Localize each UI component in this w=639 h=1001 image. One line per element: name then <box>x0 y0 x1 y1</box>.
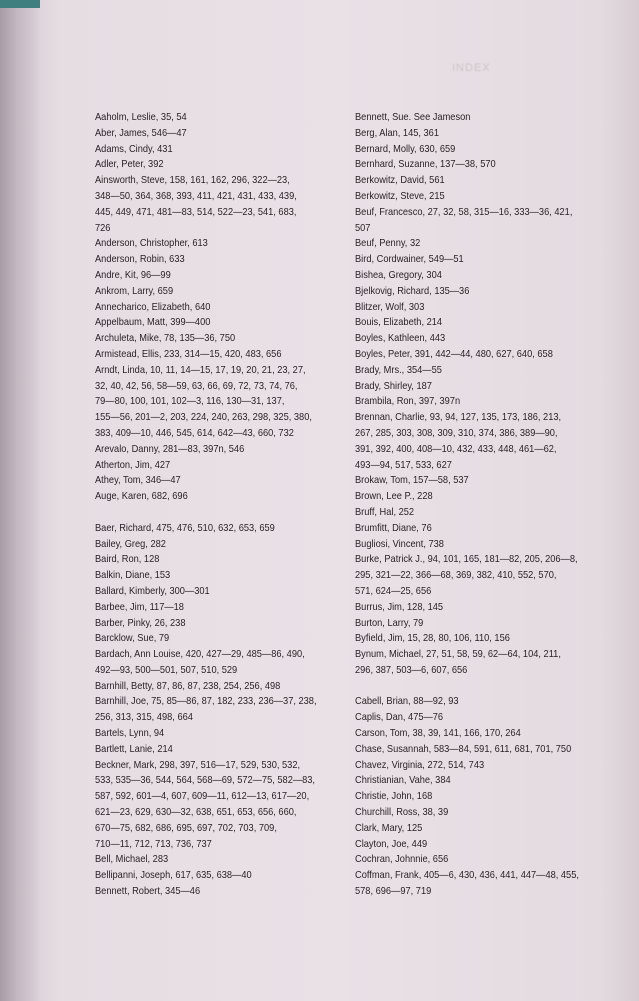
index-entry-line: Churchill, Ross, 38, 39 <box>355 807 449 819</box>
index-entry-line: Caplis, Dan, 475—76 <box>355 712 444 724</box>
index-entry-line: 155—56, 201—2, 203, 224, 240, 263, 298, 325, 380, <box>95 412 312 424</box>
book-spine-shadow <box>0 0 40 1001</box>
index-entry-line: Berkowitz, David, 561 <box>355 175 445 187</box>
index-entry-line: Cabell, Brian, 88—92, 93 <box>355 696 459 708</box>
index-entry-line: Bennett, Sue. See Jameson <box>355 112 471 123</box>
index-entry-line: Bell, Michael, 283 <box>95 854 169 866</box>
index-entry-line: Bynum, Michael, 27, 51, 58, 59, 62—64, 104, 211, <box>355 649 561 661</box>
running-head: INDEX <box>452 62 491 74</box>
index-entry-line: Chase, Susannah, 583—84, 591, 611, 681, 701, 750 <box>355 743 572 755</box>
index-entry-line: 391, 392, 400, 408—10, 432, 433, 448, 461—62, <box>355 443 557 455</box>
index-entry-line: Baer, Richard, 475, 476, 510, 632, 653, 659 <box>95 522 275 534</box>
index-entry-line: Barnhill, Joe, 75, 85—86, 87, 182, 233, 236—37, 238, <box>95 696 317 708</box>
index-entry-line: Boyles, Peter, 391, 442—44, 480, 627, 640, 658 <box>355 348 553 360</box>
index-entry-line: 578, 696—97, 719 <box>355 886 432 898</box>
index-entry-line: Beuf, Francesco, 27, 32, 58, 315—16, 333—36, 421, <box>355 206 573 218</box>
index-entry-line: Byfield, Jim, 15, 28, 80, 106, 110, 156 <box>355 633 510 645</box>
index-entry-line: 571, 624—25, 656 <box>355 585 432 597</box>
index-entry-line: Brady, Shirley, 187 <box>355 380 432 392</box>
index-entry-line: Berg, Alan, 145, 361 <box>355 127 439 139</box>
index-entry-line: Aber, James, 546—47 <box>95 127 187 139</box>
index-entry-line: Bartels, Lynn, 94 <box>95 728 165 740</box>
index-entry-line: Clayton, Joe, 449 <box>355 838 428 850</box>
letter-section-gap <box>95 505 352 521</box>
index-entry-line: Christie, John, 168 <box>355 791 433 803</box>
index-entry-line: Berkowitz, Steve, 215 <box>355 190 445 202</box>
index-entry-line: 587, 592, 601—4, 607, 609—11, 612—13, 617—20, <box>95 791 310 803</box>
index-entry-line: 621—23, 629, 630—32, 638, 651, 653, 656, 660, <box>95 807 297 819</box>
index-entry-line: 348—50, 364, 368, 393, 411, 421, 431, 433, 439, <box>95 190 297 202</box>
index-entry-line: Andre, Kit, 96—99 <box>95 269 171 281</box>
index-entry-line: Ankrom, Larry, 659 <box>95 285 174 297</box>
index-entry-line: Atherton, Jim, 427 <box>95 459 171 471</box>
index-entry-line: Brady, Mrs., 354—55 <box>355 364 442 376</box>
index-entry-line: Bartlett, Lanie, 214 <box>95 743 173 755</box>
index-entry-line: Bernhard, Suzanne, 137—38, 570 <box>355 159 496 171</box>
index-entry-line: Anderson, Robin, 633 <box>95 254 185 266</box>
index-entry-line: Armistead, Ellis, 233, 314—15, 420, 483, 656 <box>95 348 282 360</box>
index-entry-line: 383, 409—10, 446, 545, 614, 642—43, 660, 732 <box>95 427 294 439</box>
index-entry-line: Burton, Larry, 79 <box>355 617 424 629</box>
index-entry-line: 32, 40, 42, 56, 58—59, 63, 66, 69, 72, 73, 74, 76, <box>95 380 298 392</box>
index-entry-line: Burke, Patrick J., 94, 101, 165, 181—82, 205, 206—8, <box>355 554 578 566</box>
index-entry-line: Arndt, Linda, 10, 11, 14—15, 17, 19, 20, 21, 23, 27, <box>95 364 306 376</box>
index-entry-line: Appelbaum, Matt, 399—400 <box>95 317 211 329</box>
index-entry-line: Baird, Ron, 128 <box>95 554 160 566</box>
index-entry-line: Adams, Cindy, 431 <box>95 143 173 155</box>
index-entry-line: 493—94, 517, 533, 627 <box>355 459 452 471</box>
letter-section-gap <box>355 679 625 695</box>
index-entry-line: 295, 321—22, 366—68, 369, 382, 410, 552, 570, <box>355 570 557 582</box>
index-entry-line: 267, 285, 303, 308, 309, 310, 374, 386, 389—90, <box>355 427 558 439</box>
index-column-right <box>355 110 625 900</box>
index-entry-line: Carson, Tom, 38, 39, 141, 166, 170, 264 <box>355 728 521 740</box>
index-entry-line: 533, 535—36, 544, 564, 568—69, 572—75, 582—83, <box>95 775 316 787</box>
index-entry-line: Boyles, Kathleen, 443 <box>355 333 446 345</box>
index-entry-line: Adler, Peter, 392 <box>95 159 164 171</box>
index-entry-line: Bailey, Greg, 282 <box>95 538 166 550</box>
index-entry-line: Chavez, Virginia, 272, 514, 743 <box>355 759 485 771</box>
index-entry-line: Bruff, Hal, 252 <box>355 506 415 518</box>
index-entry-line: Bjelkovig, Richard, 135—36 <box>355 285 470 297</box>
index-entry-line: Arevalo, Danny, 281—83, 397n, 546 <box>95 443 245 455</box>
index-entry-line: Clark, Mary, 125 <box>355 822 423 834</box>
index-entry-line: 710—11, 712, 713, 736, 737 <box>95 838 212 850</box>
index-entry-line: Ballard, Kimberly, 300—301 <box>95 585 210 597</box>
index-entry-line: Brown, Lee P., 228 <box>355 491 433 503</box>
index-entry-line: Christianian, Vahe, 384 <box>355 775 451 787</box>
index-entry-line: Cochran, Johnnie, 656 <box>355 854 449 866</box>
index-entry-line: 726 <box>95 222 111 234</box>
index-entry-line: 296, 387, 503—6, 607, 656 <box>355 664 468 676</box>
index-entry-line: Bouis, Elizabeth, 214 <box>355 317 443 329</box>
index-entry-line: Balkin, Diane, 153 <box>95 570 171 582</box>
index-entry-line: Aaholm, Leslie, 35, 54 <box>95 112 187 123</box>
index-entry-line: 670—75, 682, 686, 695, 697, 702, 703, 709, <box>95 822 277 834</box>
index-entry-line: Beckner, Mark, 298, 397, 516—17, 529, 530, 532, <box>95 759 301 771</box>
index-entry-line: Auge, Karen, 682, 696 <box>95 491 188 503</box>
index-entry-line: Burrus, Jim, 128, 145 <box>355 601 444 613</box>
index-entry-line: Barcklow, Sue, 79 <box>95 633 170 645</box>
index-entry-line: Anderson, Christopher, 613 <box>95 238 208 250</box>
index-entry-line: Bernard, Molly, 630, 659 <box>355 143 456 155</box>
index-entry-line: Beuf, Penny, 32 <box>355 238 421 250</box>
index-entry-line: Athey, Tom, 346—47 <box>95 475 181 487</box>
index-entry-line: Barbee, Jim, 117—18 <box>95 601 184 613</box>
index-entry-line: Brumfitt, Diane, 76 <box>355 522 432 534</box>
index-entry-line: Archuleta, Mike, 78, 135—36, 750 <box>95 333 236 345</box>
index-entry-line: 445, 449, 471, 481—83, 514, 522—23, 541, 683, <box>95 206 297 218</box>
index-entry-line: Bardach, Ann Louise, 420, 427—29, 485—86, 490, <box>95 649 305 661</box>
index-entry-line: Ainsworth, Steve, 158, 161, 162, 296, 322—23, <box>95 175 290 187</box>
index-entry-line: 507 <box>355 222 371 234</box>
index-entry-line: Brambila, Ron, 397, 397n <box>355 396 461 408</box>
index-entry-line: 79—80, 100, 101, 102—3, 116, 130—31, 137, <box>95 396 285 408</box>
index-entry-line: 492—93, 500—501, 507, 510, 529 <box>95 664 238 676</box>
index-entry-line: Coffman, Frank, 405—6, 430, 436, 441, 447—48, 455, <box>355 870 579 882</box>
index-entry-line: Bishea, Gregory, 304 <box>355 269 442 281</box>
index-entry-line: Annecharico, Elizabeth, 640 <box>95 301 211 313</box>
index-entry-line: 256, 313, 315, 498, 664 <box>95 712 193 724</box>
index-entry-line: Bugliosi, Vincent, 738 <box>355 538 444 550</box>
index-entry-line: Blitzer, Wolf, 303 <box>355 301 425 313</box>
index-entry-line: Barber, Pinky, 26, 238 <box>95 617 186 629</box>
index-entry-line: Brennan, Charlie, 93, 94, 127, 135, 173, 186, 213, <box>355 412 562 424</box>
index-entry-line: Bird, Cordwainer, 549—51 <box>355 254 464 266</box>
index-entry-line: Barnhill, Betty, 87, 86, 87, 238, 254, 256, 498 <box>95 680 281 692</box>
index-column-left <box>95 110 352 900</box>
index-entry-line: Bellipanni, Joseph, 617, 635, 638—40 <box>95 870 252 882</box>
index-entry-line: Bennett, Robert, 345—46 <box>95 886 201 898</box>
index-entry-line: Brokaw, Tom, 157—58, 537 <box>355 475 469 487</box>
page-corner-mark <box>0 0 40 8</box>
